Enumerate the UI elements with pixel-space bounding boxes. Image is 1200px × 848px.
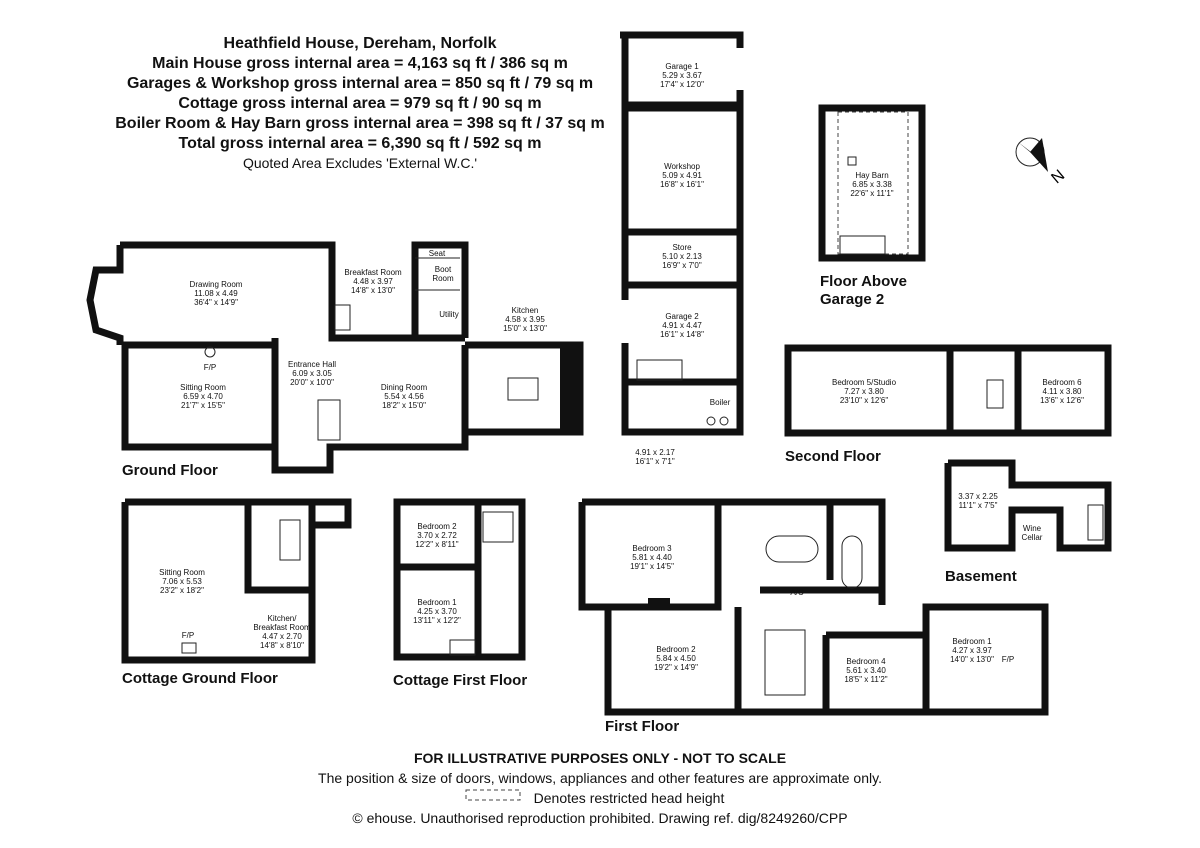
room-cottage-bedroom-1: Bedroom 1 4.25 x 3.70 13'11" x 12'2" [413,598,461,625]
room-garage-1: Garage 1 5.29 x 3.67 17'4" x 12'0" [660,62,704,89]
floor-label-second: Second Floor [785,448,881,465]
total-area: Total gross internal area = 6,390 sq ft / 592 sq m [178,135,542,152]
room-basement: 3.37 x 2.25 11'1" x 7'5" [958,492,998,510]
room-bedroom-5: Bedroom 5/Studio 7.27 x 3.80 23'10" x 12'6" [831,378,897,405]
room-breakfast: Breakfast Room 4.48 x 3.97 14'8" x 13'0" [344,268,402,295]
restricted-height-label: Denotes restricted head height [533,790,725,806]
floor-label-basement: Basement [945,568,1017,585]
room-seat: Seat [428,249,446,258]
room-bedroom-6: Bedroom 6 4.11 x 3.80 13'6" x 12'6" [1040,378,1084,405]
room-boot: Boot Room [432,265,454,283]
room-cottage-bedroom-2: Bedroom 2 3.70 x 2.72 12'2" x 8'11" [415,522,459,549]
compass-north-label: N [1048,166,1069,188]
room-store: Store 5.10 x 2.13 16'9" x 7'0" [662,243,702,270]
floor-label-cottage-ground: Cottage Ground Floor [122,670,278,687]
floor-label-cottage-first: Cottage First Floor [393,672,528,689]
room-utility: Utility [439,310,459,319]
garages-area: Garages & Workshop gross internal area = 850 sq ft / 79 sq m [126,75,594,92]
quoted-area-note: Quoted Area Excludes 'External W.C.' [242,155,478,171]
floor-label-ground: Ground Floor [122,462,218,479]
room-boiler: Boiler [709,398,731,407]
room-garage-2: Garage 2 4.91 x 4.47 16'1" x 14'8" [660,312,704,339]
room-bedroom-2: Bedroom 2 5.84 x 4.50 19'2" x 14'9" [654,645,698,672]
room-wine-cellar: Wine Cellar [1021,524,1043,542]
room-cottage-kitchen: Kitchen/ Breakfast Room 4.47 x 2.70 14'8" x 8'10" [253,614,311,650]
boiler-barn-area: Boiler Room & Hay Barn gross internal area = 398 sq ft / 37 sq m [115,115,605,132]
room-entrance-hall: Entrance Hall 6.09 x 3.05 20'0" x 10'0" [287,360,337,387]
property-title: Heathfield House, Dereham, Norfolk [223,35,497,52]
sitting-fireplace: F/P [203,363,217,372]
ground-floor-walls [90,245,580,470]
room-dining: Dining Room 5.54 x 4.56 18'2" x 15'0" [380,383,428,410]
room-workshop: Workshop 5.09 x 4.91 16'8" x 16'1" [660,162,704,189]
room-ac: A/C [790,588,804,597]
room-bedroom-3: Bedroom 3 5.81 x 4.40 19'1" x 14'5" [630,544,674,571]
main-house-area: Main House gross internal area = 4,163 sq ft / 386 sq m [152,55,568,72]
floor-label-first: First Floor [605,718,680,735]
disclaimer: FOR ILLUSTRATIVE PURPOSES ONLY - NOT TO SCALE [413,750,787,766]
floor-label-above-garage: Floor Above Garage 2 [820,273,907,308]
cottage-fireplace: F/P [181,631,195,640]
approximation-note: The position & size of doors, windows, appliances and other features are approximate only. [318,770,882,786]
room-kitchen: Kitchen 4.58 x 3.95 15'0" x 13'0" [503,306,547,333]
compass-icon [1016,138,1048,172]
cottage-area: Cottage gross internal area = 979 sq ft / 90 sq m [178,95,542,112]
bedroom-1-fireplace: F/P [1001,655,1015,664]
room-bedroom-4: Bedroom 4 5.61 x 3.40 18'5" x 11'2" [844,657,888,684]
room-sitting: Sitting Room 6.59 x 4.70 21'7" x 15'5" [180,383,226,410]
room-drawing: Drawing Room 11.08 x 4.49 36'4" x 14'9" [189,280,243,307]
first-floor-walls [582,502,1045,712]
restricted-height-legend [200,788,1000,808]
room-boiler-room: 4.91 x 2.17 16'1" x 7'1" [635,448,675,466]
room-bedroom-1: Bedroom 1 4.27 x 3.97 14'0" x 13'0" [950,637,994,664]
copyright: © ehouse. Unauthorised reproduction prohibited. Drawing ref. dig/8249260/CPP [352,810,848,826]
garage-walls [620,35,740,432]
room-cottage-sitting: Sitting Room 7.06 x 5.53 23'2" x 18'2" [159,568,205,595]
room-hay-barn: Hay Barn 6.85 x 3.38 22'6" x 11'1" [850,171,894,198]
footer [200,748,1000,828]
